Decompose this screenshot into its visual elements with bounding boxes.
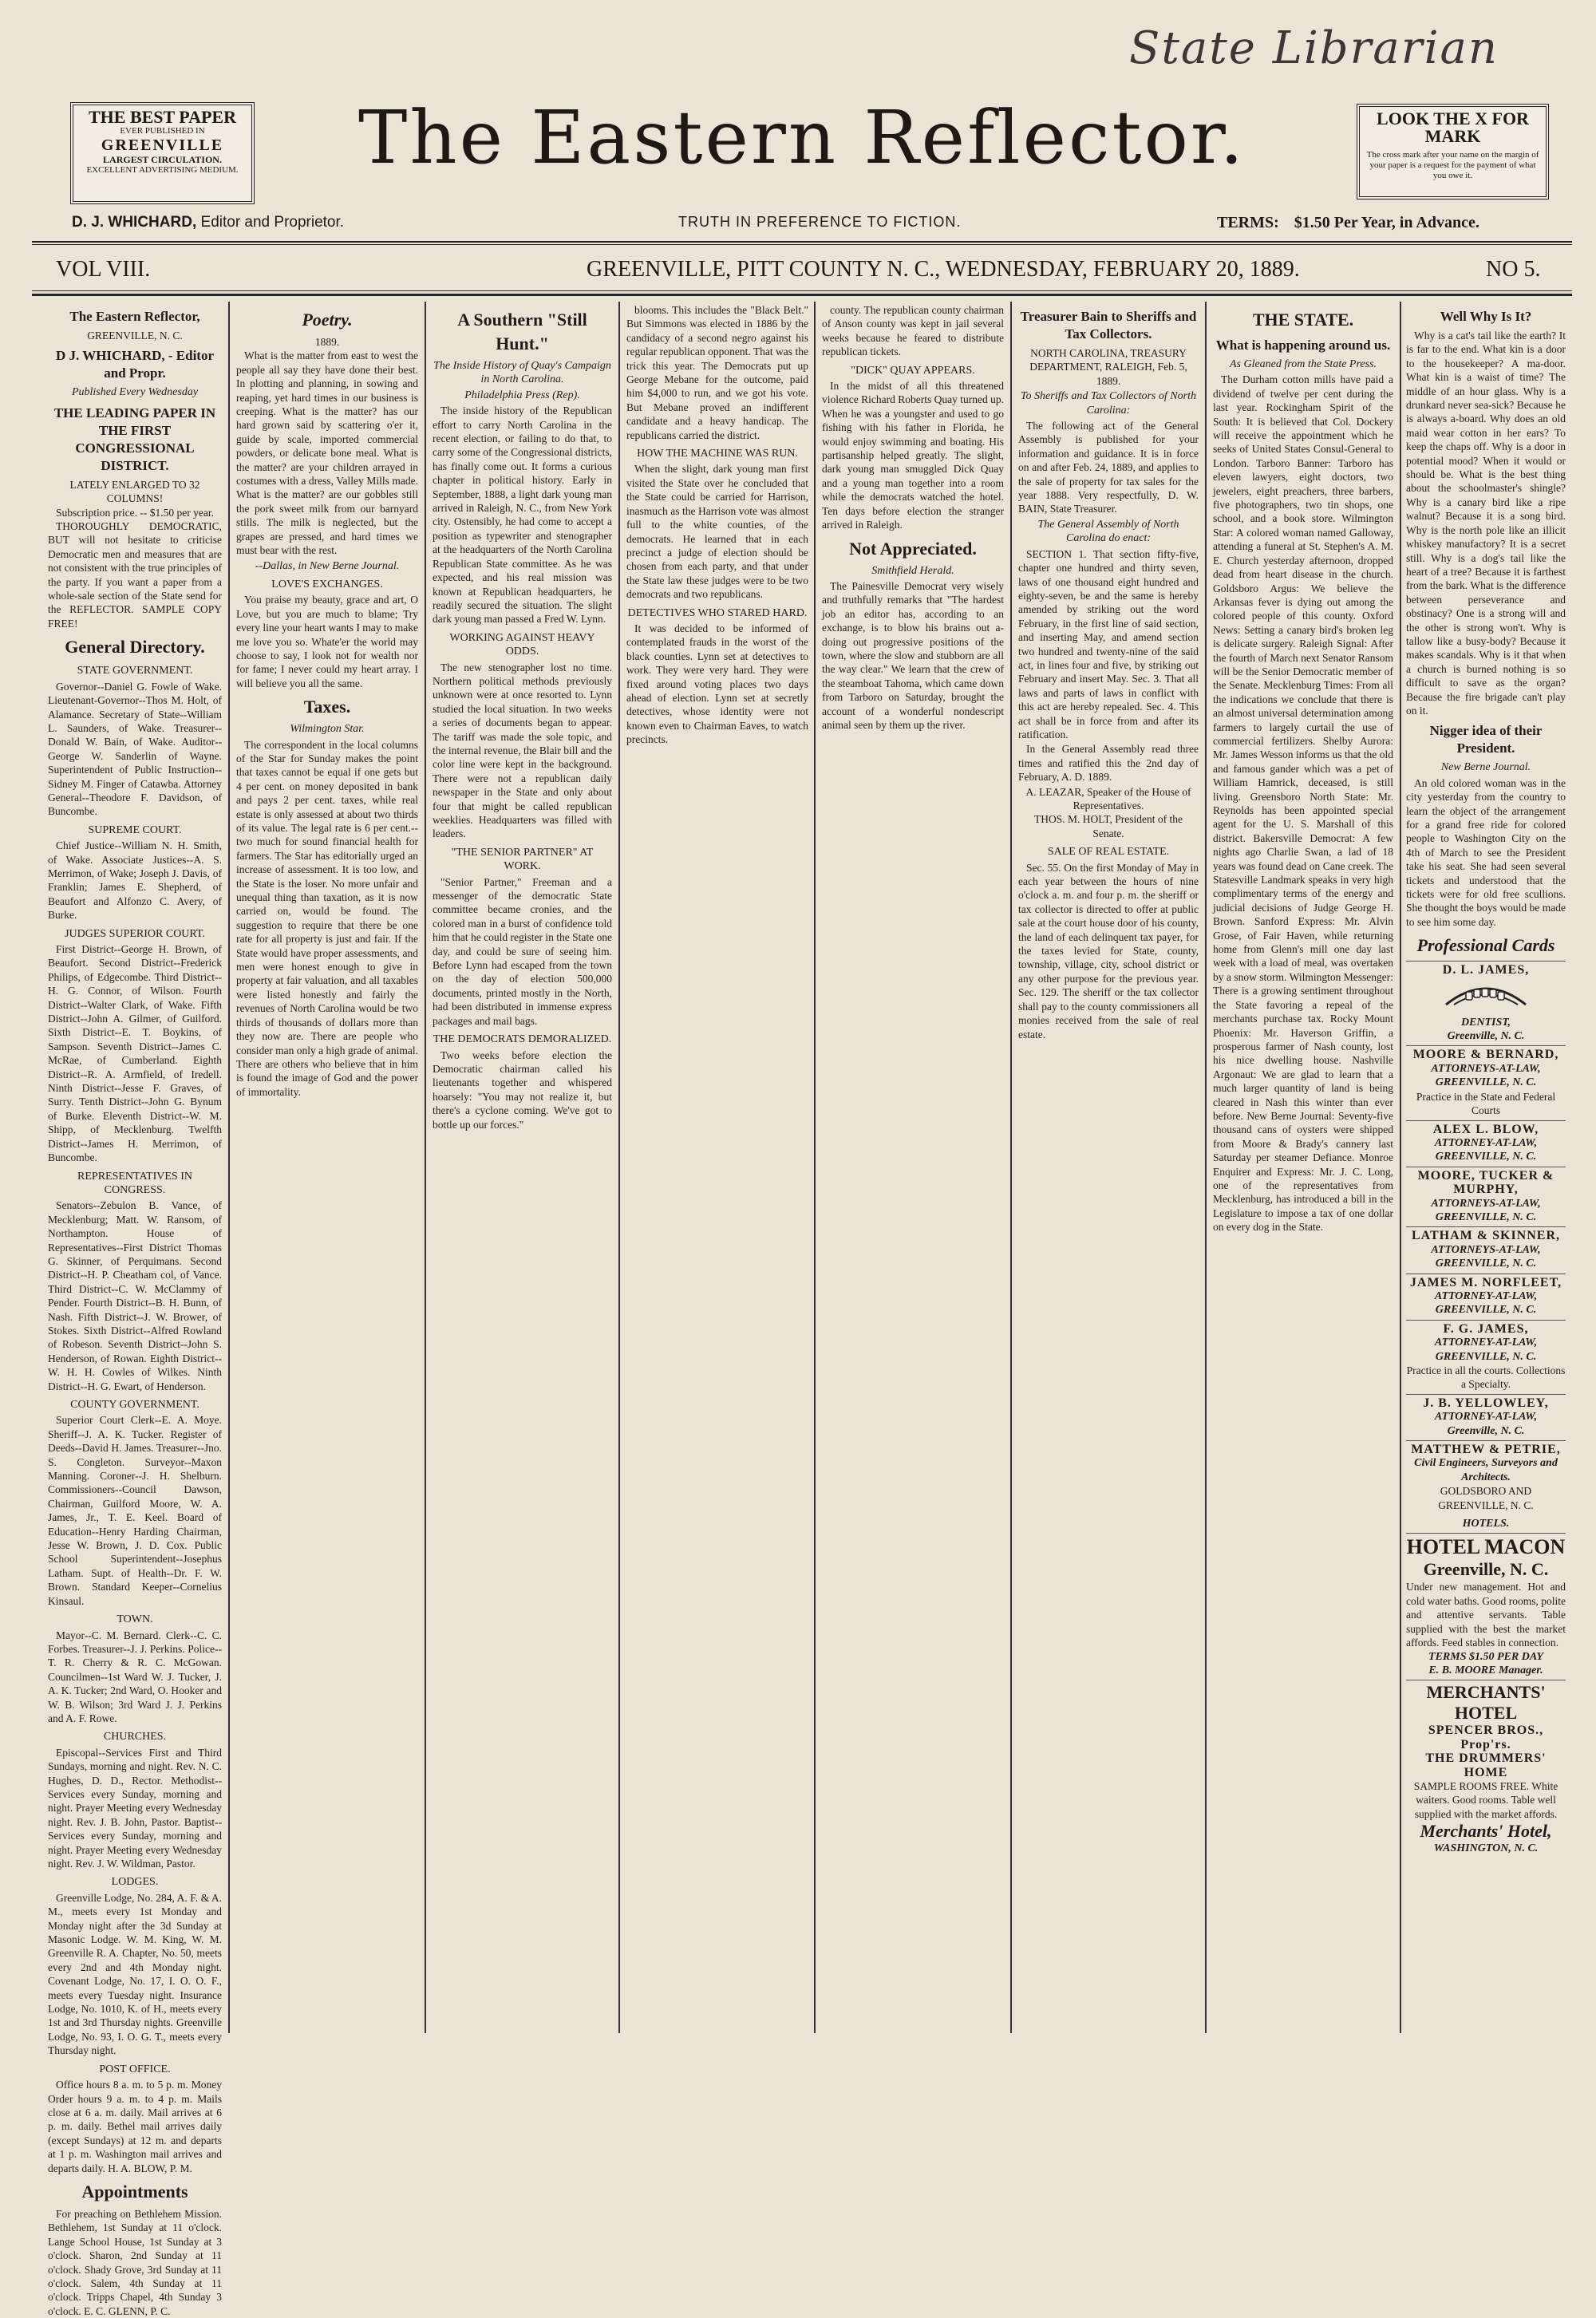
- supreme-court-heading: SUPREME COURT.: [88, 823, 182, 836]
- firm-note: Practice in all the courts. Collections a Specialty.: [1406, 1364, 1566, 1391]
- column-rule: [1400, 302, 1401, 2033]
- firm-place: GREENVILLE, N. C.: [1435, 1076, 1537, 1089]
- firm-name: LATHAM & SKINNER,: [1411, 1229, 1561, 1243]
- masthead-title: The Eastern Reflector.: [358, 95, 1246, 180]
- column-rule: [425, 302, 426, 2033]
- hotel-slogan: THE DRUMMERS' HOME: [1425, 1751, 1547, 1779]
- right-ear-box: [1357, 104, 1549, 199]
- col5-text-2: In the midst of all this threatened violence Richard Roberts Quay turned up. When he was a youngster and used to go fishing with his father in Florida, he would enjoy swimming and boating. His partisanship helped greatly. The slight, dark young man smuggled Dick Quay and a young man together into a room while the democrats watched the hotel. Ten days before election the stranger arrived in Raleigh.: [822, 380, 1004, 531]
- county-text: Superior Court Clerk--E. A. Moye. Sheriff--J. A. K. Tucker. Register of Deeds--David H. James. Treasurer--Jno. S. Congleton. Surveyor--Maxon Manning. Coroner--J. H. Shelburn. Commissioners--Council Dawson, Chairman, Guilford Moore, W. A. James, Jr., T. E. Keel. Board of Education--Henry Harding Chairman, Jesse W. Brown, J. D. Cox. Public School Superintendent--Josephus Latham. Supt. of Health--Dr. F. W. Brown. Standard Keeper--Cornelius Kinsaul.: [48, 1414, 222, 1607]
- firm-place: GREENVILLE, N. C.: [1435, 1258, 1537, 1270]
- firm-title: ATTORNEY-AT-LAW,: [1434, 1289, 1538, 1302]
- column-7: [1213, 303, 1393, 2027]
- professional-cards-title: Professional Cards: [1416, 935, 1555, 956]
- firm-title: Civil Engineers, Surveyors and Architects.: [1414, 1457, 1558, 1483]
- churches-heading: CHURCHES.: [103, 1731, 167, 1743]
- left-ear-line5: EXCELLENT ADVERTISING MEDIUM.: [86, 165, 239, 175]
- issue-number: NO 5.: [1486, 257, 1541, 282]
- still-hunt-subtitle: The Inside History of Quay's Campaign in North Carolina.: [433, 360, 611, 386]
- treasurer-title: Treasurer Bain to Sheriffs and Tax Collectors.: [1020, 309, 1197, 342]
- law-card: [1406, 1045, 1566, 1117]
- hotel-name: MERCHANTS' HOTEL: [1426, 1682, 1546, 1724]
- firm-place: GREENVILLE, N. C.: [1435, 1210, 1537, 1223]
- hotel-text: Under new management. Hot and cold water baths. Good rooms, polite and attentive servants. Table supplied with the best the market affords. Feed stables in connection.: [1406, 1581, 1566, 1649]
- nigger-idea-title: Nigger idea of their President.: [1429, 723, 1543, 756]
- firm-place: GREENVILLE, N. C.: [1435, 1350, 1537, 1363]
- hotel-place: Greenville, N. C.: [1423, 1559, 1549, 1580]
- firm-place: GREENVILLE, N. C.: [1435, 1304, 1537, 1317]
- firm-note: Practice in the State and Federal Courts: [1416, 1090, 1556, 1117]
- supreme-court-text: Chief Justice--William N. H. Smith, of Wake. Associate Justices--A. S. Merrimon, of Wake; Joseph J. Davis, of Franklin; James E. Shepherd, of Beaufort and Alfonzo C. Avery, of Burke.: [48, 839, 222, 922]
- taxes-title: Taxes.: [303, 697, 351, 717]
- sale-real-estate-heading: SALE OF REAL ESTATE.: [1047, 846, 1170, 859]
- poem-1-credit: --Dallas, in New Berne Journal.: [255, 559, 400, 572]
- hotel-proprietor: SPENCER BROS., Prop'rs.: [1428, 1724, 1544, 1751]
- right-ear-heading: LOOK THE X FOR MARK: [1377, 109, 1529, 146]
- column-4: [626, 303, 808, 2027]
- state-gov-heading: STATE GOVERNMENT.: [77, 665, 193, 677]
- right-ear-text: The cross mark after your name on the margin of your paper is a request for the payment of what you owe it.: [1366, 150, 1539, 180]
- subscription-price: Subscription price. -- $1.50 per year.: [56, 506, 214, 519]
- terms-value: $1.50 Per Year, in Advance.: [1294, 214, 1479, 231]
- leading-paper: THE LEADING PAPER IN THE FIRST CONGRESSIONAL DISTRICT.: [53, 405, 216, 473]
- still-hunt-heading-4: THE DEMOCRATS DEMORALIZED.: [433, 1033, 612, 1046]
- still-hunt-heading-2: WORKING AGAINST HEAVY ODDS.: [449, 631, 595, 658]
- firm-title: ATTORNEY-AT-LAW,: [1434, 1337, 1538, 1349]
- treasurer-signature-1: A. LEAZAR, Speaker of the House of Representatives.: [1025, 785, 1191, 811]
- congress-heading: REPRESENTATIVES IN CONGRESS.: [77, 1170, 192, 1196]
- hotel-name-footer: Merchants' Hotel,: [1420, 1821, 1552, 1842]
- left-ear-box: [70, 102, 255, 204]
- terms-label: TERMS:: [1217, 214, 1279, 231]
- hotels-heading: HOTELS.: [1462, 1518, 1510, 1530]
- why-is-it-title: Well Why Is It?: [1440, 309, 1532, 324]
- hotel-text: SAMPLE ROOMS FREE. White waiters. Good rooms. Table well supplied with the market affords.: [1413, 1779, 1558, 1820]
- still-hunt-source: Philadelphia Press (Rep).: [464, 389, 580, 401]
- hotel-card: [1406, 1680, 1566, 1855]
- column-rule: [618, 302, 620, 2033]
- column-rule: [228, 302, 230, 2033]
- header-rule-top-thin: [32, 244, 1572, 245]
- col4-text-2: When the slight, dark young man first visited the State over he concluded that the State could be carried for Harrison, inasmuch as the Harrison vote was almost full to the white counties, of the democrats. He learned that in each precinct a judge of election should be chosen from each party, and that under the State law these judges were to be two democrats and two republicans.: [626, 463, 808, 601]
- still-hunt-text-2: The new stenographer lost no time. Northern political methods previously unknown were at once resorted to. Lynn studied the local situation. In two weeks a series of documents began to appear. The tariff was made the sole topic, and the internal revenue, the Blair bill and the color line were kept in the background. There were not a republican daily newspaper in the State and only about four that might be called republican weeklies. Headquarters was filled with leaders.: [433, 661, 612, 840]
- col4-text-1: blooms. This includes the "Black Belt." But Simmons was elected in 1886 by the candidacy of a second negro against his regular republican opponent. That was the trick this year. The Democrats put up George Mebane for the outcome, paid him $4,000 to run, and we got his vote. But Mebane proved an indifferent candidate and a heavy handicap. The republicans carried the district.: [626, 304, 808, 441]
- volume-number: VOL VIII.: [56, 257, 151, 282]
- hotel-manager: E. B. MOORE Manager.: [1428, 1664, 1543, 1676]
- published-line: Published Every Wednesday: [71, 386, 199, 399]
- hotel-place: WASHINGTON, N. C.: [1433, 1842, 1539, 1855]
- firm-title: ATTORNEYS-AT-LAW,: [1431, 1197, 1541, 1210]
- left-ear-line1: THE BEST PAPER: [88, 107, 236, 127]
- place-date: GREENVILLE, PITT COUNTY N. C., WEDNESDAY, FEBRUARY 20, 1889.: [587, 257, 1300, 282]
- still-hunt-text-1: The inside history of the Republican effort to carry North Carolina in the recent election, or failing to do that, to carry some of the Congressional districts, has finally come out. It forms a curious chapter in political history. Early in September, 1888, a light dark young man arrived in Raleigh, N. C., from New York city. Ostensibly, he had come to accept a position as typewriter and stenographer at the headquarters of the North Carolina Republican State committee. As he was expected, and his real mission was known at Republican headquarters, he readily secured the situation. The slight dark young man passed a Fred W. Lynn.: [433, 405, 612, 626]
- not-appreciated-source: Smithfield Herald.: [871, 564, 954, 577]
- lodges-heading: LODGES.: [111, 1876, 159, 1889]
- firm-place: Greenville, N. C.: [1447, 1424, 1525, 1437]
- firm-name: J. B. YELLOWLEY,: [1423, 1396, 1549, 1410]
- judges-heading: JUDGES SUPERIOR COURT.: [65, 927, 205, 940]
- taxes-text: The correspondent in the local columns of the Star for Sunday makes the point that taxes cannot be equal if one gets but 4 per cent. on money deposited in bank and pays 2 per cent. taxes, while real estate is only assessed at about two thirds of its value. The legal rate is 6 per cent.--two much for sound financial health for farmers. The Star has editorially urged an increase of assessment. It is too low, and the State is the loser. No more unfair and unequal thing than taxation, as it is now carried on, would be found. The suggestion to require that there be one rate for all property is just and fair. If the State would have proper assessments, and men were honest enough to give in property at fair valuation, and all taxables were listed honestly and fairly the revenues of North Carolina would be two thirds of thousands of dollars more than they now are. There are people who consider man only a high grade of animal. There are others who believe that in him is found the image of God and the power of immortality.: [236, 738, 418, 1098]
- firm-name: F. G. JAMES,: [1443, 1321, 1529, 1336]
- col5-text-1: county. The republican county chairman of Anson county was kept in jail several weeks because he feared to distribute republican tickets.: [822, 304, 1004, 358]
- dentist-title: DENTIST,: [1460, 1016, 1511, 1029]
- love-exchanges-title: LOVE'S EXCHANGES.: [271, 578, 383, 590]
- poem-2: You praise my beauty, grace and art, O Love, but you are much to blame; Try every line your heart wants I may to make me love you so. Whate'er the world may choose to say, I look not for wealth nor for fame; I never could my heart array. I will believe you all the same.: [236, 594, 418, 689]
- nigger-idea-source: New Berne Journal.: [1440, 761, 1531, 774]
- state-gov-text: Governor--Daniel G. Fowle of Wake. Lieutenant-Governor--Thos M. Holt, of Alamance. Secretary of State--William L. Saunders, of Wake. Treasurer--Donald W. Bain, of Wake. Auditor--George W. Sanderlin of Wayne. Superintendent of Public Instruction--Sidney M. Finger of Catawba. Attorney General--Theodore F. Davidson, of Buncombe.: [48, 680, 222, 818]
- column-2: [236, 303, 418, 2027]
- paper-name: The Eastern Reflector,: [69, 309, 200, 324]
- column-rule: [1010, 302, 1012, 2033]
- firm-place: GOLDSBORO AND GREENVILLE, N. C.: [1438, 1485, 1534, 1511]
- law-card: [1406, 1167, 1566, 1225]
- hotel-terms: TERMS $1.50 PER DAY: [1428, 1650, 1543, 1663]
- taxes-source: Wilmington Star.: [290, 723, 365, 736]
- still-hunt-text-3: "Senior Partner," Freeman and a messenger of the democratic State committee became cronies, and the colored man in a burst of confidence told him that he could register in the State one day, and could be sure of seeing him. Before Lynn had escaped from the town on the day of election 500,000 documents, printed mostly in the North, had been distributed in immense express packages and mail bags.: [433, 875, 612, 1027]
- post-office-text: Office hours 8 a. m. to 5 p. m. Money Order hours 9 a. m. to 4 p. m. Mails close at 6 a. m. daily. Mail arrives at 6 p. m. daily. Bethel mail arrives daily (except Sundays) at 12 m. and departs at 1 p. m. Washington mail arrives and departs daily. H. A. BLOW, P. M.: [48, 2079, 222, 2174]
- policy-text: THOROUGHLY DEMOCRATIC, BUT will not hesitate to criticise Democratic men and measures that are not consistent with the true principles of the party. If you want a paper from a whole-sale section of the State send for the REFLECTOR. SAMPLE COPY FREE!: [48, 520, 222, 630]
- poem-1: What is the matter from east to west the people all say they have done their best. In plotting and planning, in sowing and reaping, yet hard times in our business is creeping. What is the matter? has our hard grown said by scattering o'er it, guide by scale, imported commercial powders, or delicate bone meal. What is the matter? are your children arrayed in costumes with a dress, Valley Mills made. What is the matter? are our gobbles still the pork sweet milk from our barnyard stills. The milk is neglected, but the grapes are pressed, and hard times we must bear with the rest.: [236, 349, 418, 557]
- treasurer-text-2: SECTION 1. That section fifty-five, chapter one hundred and thirty seven, laws of one thousand eight hundred and eighty-seven, be and the same is hereby amended by striking out the word February, in the first line of said section, and inserting May, and amend section two hundred and twenty-nine of the said act, in lines four and five, by striking out February and insert May. Sec. 3. That all laws and parts of laws in conflict with this act are hereby repealed. Sec. 4. This act shall be in force from and after its ratification.: [1018, 547, 1199, 740]
- firm-name: MOORE & BERNARD,: [1412, 1048, 1559, 1062]
- left-ear-line2: EVER PUBLISHED IN: [120, 126, 205, 136]
- editor-line: [72, 214, 344, 231]
- motto: TRUTH IN PREFERENCE TO FICTION.: [678, 214, 962, 230]
- firm-name: MATTHEW & PETRIE,: [1411, 1443, 1561, 1457]
- header-rule-top: [32, 241, 1572, 243]
- hotel-card: [1406, 1533, 1566, 1677]
- firm-name: MOORE, TUCKER & MURPHY,: [1417, 1168, 1555, 1197]
- editor-name: D. J. WHICHARD,: [72, 214, 197, 231]
- not-appreciated-text: The Painesville Democrat very wisely and truthfully remarks that "The hardest job an editor has, according to an exchange, is to blow his brains out a-doing out progressive positions of the town, where the slow and stubborn are all the way clear." We learn that the crew of the steamboat Tahoma, which came down from Tarboro on Saturday, brought the account of a wonderful nondescript animal seen by them up the river.: [822, 579, 1004, 731]
- engineer-card: [1406, 1440, 1566, 1512]
- still-hunt-title: A Southern "Still Hunt.": [457, 310, 587, 353]
- columns-note: LATELY ENLARGED TO 32 COLUMNS!: [69, 478, 200, 505]
- hotel-name: HOTEL MACON: [1406, 1535, 1566, 1559]
- dentist-place: Greenville, N. C.: [1447, 1030, 1525, 1043]
- column-3: [433, 303, 612, 2027]
- lodges-text: Greenville Lodge, No. 284, A. F. & A. M., meets every 1st Monday and Monday night after the 3d Sunday at Masonic Lodge. W. M. King, W. M. Greenville R. A. Chapter, No. 50, meets every 2nd and 4th Monday night. Covenant Lodge, No. 17, I. O. O. F., meets every Tuesday night. Insurance Lodge, No. 1010, K. of H., meets every 1st and 3rd Thursday nights. Greenville Lodge, No. 93, I. O. G. T., meets every Thursday night.: [48, 1891, 222, 2057]
- firm-place: GREENVILLE, N. C.: [1435, 1151, 1537, 1163]
- column-5: [822, 303, 1004, 2027]
- col5-heading-2: "DICK" QUAY APPEARS.: [851, 364, 975, 377]
- sale-real-estate-text: Sec. 55. On the first Monday of May in each year between the hours of nine o'clock a. m. and four p. m. the sheriff or tax collector is directed to offer at public sale at the court house door of his county, the land of each delinquent tax payer, for the taxes levied for State, county, township, village, city, school district or any other purpose for the previous year. Sec. 129. The sheriff or the tax collector shall pay to the county commissioners all monies received from the sale of real estate.: [1018, 861, 1199, 1041]
- why-is-it-text: Why is a cat's tail like the earth? It is far to the end. What kin is a door to the housekeeper? A ma-door. What kin is a waist of time? The middle of an hour glass. Why is a drunkard never sea-sick? Because he is always a-board. Why does an old maid wear cotton in her ears? To keep the chaps off. Why is a door in potential mood? When it would or should be. What is the best thing about the schoolmaster's shingle? Why is a canary bird like a ripe walnut? Because it is a song bird. Why is the north pole like an illicit whiskey manufactory? It is a secret still. Why is a dog's tail like the heart of a tree? Because it is farthest from the bark. What is the difference between perseverance and obstinacy? One is a strong will and the other is strong won't. Why is tallow like a busy-body? Because it makes scandals. Why is it that when a church is burned nothing is so difficult to save as the organ? Because the fire brigade can't play on it.: [1406, 330, 1566, 717]
- judges-text: First District--George H. Brown, of Beaufort. Second District--Frederick Philips, of Edgecombe. Third District--H. G. Connor, of Wilson. Fourth District--Walter Clark, of Wake. Fifth District--John A. Gilmer, of Guilford. Sixth District--E. T. Boykins, of Sampson. Seventh District--James C. McRae, of Cumberland. Eighth District--R. A. Armfield, of Iredell. Ninth District--Jesse F. Graves, of Surry. Tenth District--John G. Bynum of Burke. Eleventh District--W. M. Shipp, of Mecklenburg. Twelfth District--James H. Merrimon, of Buncombe.: [48, 943, 222, 1164]
- left-ear-line3: GREENVILLE: [101, 136, 224, 154]
- firm-title: ATTORNEYS-AT-LAW,: [1431, 1062, 1541, 1075]
- the-state-subtitle: What is happening around us.: [1215, 338, 1391, 353]
- still-hunt-text-4: Two weeks before election the Democratic chairman called his lieutenants together and whispered hoarsely: "You may not realize it, but there's a cyclone coming. We've got to bottle up our forces.": [433, 1048, 612, 1131]
- churches-text: Episcopal--Services First and Third Sundays, morning and night. Rev. N. C. Hughes, D. D., Rector. Methodist--Services every Sunday, morning and night. Prayer Meeting every Wednesday night. Rev. J. B. John, Pastor. Baptist--Services every Sunday, morning and night. Prayer Meeting every Wednesday night. Rev. J. W. Wildman, Pastor.: [48, 1746, 222, 1870]
- column-1: [48, 303, 222, 2317]
- nigger-idea-text: An old colored woman was in the city yesterday from the country to learn the object of the arrangement for a grand free ride for colored people to Washington City on the 4th of March to see the President take his seat. She had seen several tickets and understood that the tickets were for old free scullions. She thought the boys would be made to see him some day.: [1406, 776, 1566, 928]
- treasurer-text-1: The following act of the General Assembly is published for your information and guidance. It is in force on and after Feb. 24, 1889, and applies to the sale of property for tax sales for the year 1888. Very respectfully, D. W. BAIN, State Treasurer.: [1018, 420, 1199, 515]
- firm-name: ALEX L. BLOW,: [1432, 1122, 1539, 1136]
- treasurer-enact: The General Assembly of North Carolina do enact:: [1037, 518, 1179, 545]
- dental-plate-icon: [1442, 981, 1530, 1013]
- column-rule: [814, 302, 816, 2033]
- appointments-heading: Appointments: [81, 2181, 188, 2202]
- editor-title: Editor and Proprietor.: [200, 214, 345, 231]
- poetry-title: Poetry.: [302, 310, 353, 330]
- the-state-title: THE STATE.: [1252, 310, 1354, 330]
- column-8: [1406, 303, 1566, 2027]
- appointments-text: For preaching on Bethlehem Mission. Bethlehem, 1st Sunday at 11 o'clock. Lange School House, 1st Sunday at 3 o'clock. Sharon, 2nd Sunday at 11 o'clock. Shady Grove, 3rd Sunday at 11 o'clock. Salem, 4th Sunday at 11 o'clock. Tripps Chapel, 4th Sunday 3 o'clock. E. C. GLENN, P. C.: [48, 2207, 222, 2317]
- col4-text-3: It was decided to be informed of contemplated frauds in the worst of the black counties. Lynn set at detectives to work. They were very hard. They were fixed around voting places two days ahead of election. Lynn set at secretly detectives, whose identity were not known even to Chairman Eaves, to watch precincts.: [626, 622, 808, 746]
- still-hunt-heading-3: "THE SENIOR PARTNER" AT WORK.: [451, 846, 594, 873]
- firm-name: JAMES M. NORFLEET,: [1409, 1275, 1562, 1289]
- law-card: [1406, 1320, 1566, 1392]
- dateline-rule-thick: [32, 294, 1572, 296]
- paper-editor: D J. WHICHARD, - Editor and Propr.: [55, 348, 215, 381]
- not-appreciated-title: Not Appreciated.: [849, 538, 977, 559]
- col4-heading-3: DETECTIVES WHO STARED HARD.: [627, 606, 808, 619]
- firm-title: ATTORNEYS-AT-LAW,: [1431, 1243, 1541, 1256]
- dentist-name: D. L. JAMES,: [1442, 963, 1530, 977]
- firm-title: ATTORNEY-AT-LAW,: [1434, 1136, 1538, 1149]
- treasurer-signature-2: THOS. M. HOLT, President of the Senate.: [1034, 813, 1183, 839]
- county-heading: COUNTY GOVERNMENT.: [70, 1399, 200, 1411]
- congress-text: Senators--Zebulon B. Vance, of Mecklenburg; Matt. W. Ransom, of Northampton. House of Representatives--First District Thomas G. Skinner, of Perquimans. Second District--H. P. Cheatham col, of Vance. Third District--C. W. McClammy of Pender. Fourth District--B. H. Bunn, of Nash. Fifth District--J. W. Brower, of Stokes. Sixth District--Alfred Rowland of Robeson. Seventh District--John S. Henderson, of Rowan. Eighth District--W. H. H. Cowles of Wilkes. Ninth District--H. G. Ewart, of Henderson.: [48, 1199, 222, 1392]
- town-text: Mayor--C. M. Bernard. Clerk--C. C. Forbes. Treasurer--J. J. Perkins. Police--T. R. Cherry & R. C. McGowan. Councilmen--1st Ward W. J. Tucker, J. A. K. Tucker; 2nd Ward, O. Hooker and W. B. Wilson; 3rd Ward J. J. Perkins and A. F. Rowe.: [48, 1629, 222, 1724]
- law-card: [1406, 1274, 1566, 1317]
- law-card: [1406, 1394, 1566, 1438]
- handwritten-annotation: State Librarian: [1129, 22, 1499, 74]
- directory-title: General Directory.: [65, 637, 205, 657]
- dentist-card: [1406, 961, 1566, 1043]
- firm-title: ATTORNEY-AT-LAW,: [1434, 1411, 1538, 1424]
- column-rule: [1205, 302, 1207, 2033]
- treasurer-salute: To Sheriffs and Tax Collectors of North Carolina:: [1021, 390, 1196, 417]
- law-card: [1406, 1226, 1566, 1270]
- post-office-heading: POST OFFICE.: [99, 2063, 171, 2075]
- col4-heading-2: HOW THE MACHINE WAS RUN.: [637, 448, 798, 460]
- town-heading: TOWN.: [117, 1613, 153, 1626]
- left-ear-line4: LARGEST CIRCULATION.: [103, 154, 222, 165]
- dateline-rule-thin: [32, 290, 1572, 291]
- paper-place: GREENVILLE, N. C.: [87, 330, 183, 342]
- treasurer-ratified: In the General Assembly read three times and ratified this the 2nd day of February, A. D. 1889.: [1018, 743, 1199, 784]
- the-state-source: As Gleaned from the State Press.: [1229, 358, 1377, 370]
- law-card: [1406, 1120, 1566, 1164]
- poem-year: 1889.: [314, 336, 340, 348]
- treasurer-heading: NORTH CAROLINA, TREASURY DEPARTMENT, RALEIGH, Feb. 5, 1889.: [1029, 347, 1187, 387]
- column-6: [1018, 303, 1199, 2027]
- the-state-text: The Durham cotton mills have paid a dividend of twelve per cent during the last year. Rockingham Spirit of the South: It is believed that Col. Dockery will receive the appointment which he seeks of United States Consul-General to London. Tarboro Banner: Tarboro has eleven lawyers, eight doctors, two jewelers, eight preachers, three barbers, five photographers, two tin shops, one school, and a book store. Wilmington Star: A colored woman named Galloway, attending a funeral at St. Stephen's A. M. E. Church yesterday afternoon, dropped dead from heart disease in the church. Goldsboro Argus: We believe the Arkansas fever is dying out among the colored people of this county. Oxford News: Setting a canary bird's broken leg is delicate surgery. Raleigh Signal: After the fourth of March next Senator Ransom will be the Senior Democratic member of the Senate. Mecklenburg Times: From all the indications we conclude that there is an almost universal determination among farmers to largely curtail the use of commercial fertilizers. Shelby Aurora: Mr. James Wesson informs us that the old and famous gander which was a pet of William Hamrick, deceased, is still living. Greensboro North State: Mr. Reynolds has been appointed special agent for the U. S. Marshall of this district. Bakersville Democrat: A few nights ago Charlie Swan, a lad of 18 years was found dead on Cane creek. The Statesville Landmark speaks in very high complimentary terms of the energy and judicial decisions of Judge George H. Brown. Sanford Express: Mr. Alvin Grose, of Fair Haven, while returning home from Glenn's mill one day last week with a load of meal, was overtaken by a snow storm. Wilmington Messenger: There is a growing sentiment throughout the State favoring a repeal of the merchants purchase tax. Rocky Mount Phoenix: Mr. Haverson Griffin, a prosperous farmer of Nash county, lost his nice dwelling house. Nashville Argonaut: We are glad to learn that a much larger quantity of land is being cleared in Nash this winter than ever before. New Berne Journal: Seventy-five thousand cans of oysters were shipped from Moore & Brady's cannery last Saturday per steamer Defiance. Monroe Enquirer and Express: Mr. J. C. Long, one of the representatives from Mecklenburg, has introduced a bill in the Legislature to impose a tax of one dollar on every dog in the State.: [1213, 373, 1393, 1234]
- terms-line: [1217, 214, 1479, 232]
